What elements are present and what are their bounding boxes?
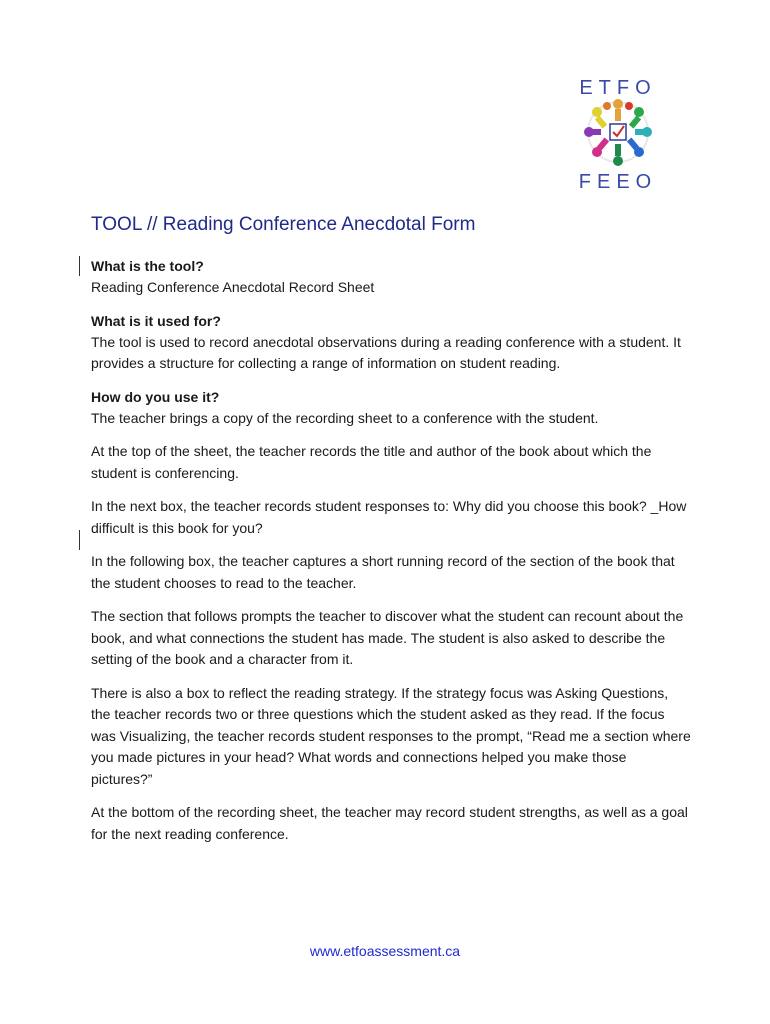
section-how-use xyxy=(91,387,691,430)
logo-top-text: ETFO xyxy=(579,77,657,99)
section-question: How do you use it? xyxy=(91,388,220,405)
body-paragraph: At the bottom of the recording sheet, the teacher may record student strengths, as well as a goal for the next reading conference. xyxy=(91,804,688,842)
change-bar-mark xyxy=(79,530,80,550)
section-question: What is the tool? xyxy=(91,258,204,274)
document-body xyxy=(91,256,691,857)
body-paragraph: In the following box, the teacher captures a short running record of the section of the book that the student chooses to read to the teacher. xyxy=(91,553,675,591)
body-paragraph: The section that follows prompts the teacher to discover what the student can recount about the book, and what connections the student has made. The student is also asked to describe the setting of the book and a character from it. xyxy=(91,608,684,667)
body-paragraph: In the next box, the teacher records student responses to: Why did you choose this book? _How difficult is this book for you? xyxy=(91,498,687,536)
checkbox-icon xyxy=(610,124,626,140)
section-what-used-for xyxy=(91,311,691,375)
etfo-logo-graphic xyxy=(570,66,666,198)
section-question: What is it used for? xyxy=(91,312,221,329)
etfo-logo xyxy=(570,66,666,198)
logo-bottom-text: FEEO xyxy=(578,171,658,193)
section-answer: The tool is used to record anecdotal observations during a reading conference with a student. It provides a structure for collecting a range of information on student reading. xyxy=(91,333,681,371)
change-bar-mark xyxy=(79,256,80,276)
page-title: TOOL // Reading Conference Anecdotal Form xyxy=(91,214,476,235)
footer-website-link[interactable]: www.etfoassessment.ca xyxy=(309,943,461,959)
section-what-is-tool xyxy=(91,256,691,299)
section-answer: Reading Conference Anecdotal Record Sheet xyxy=(91,279,375,295)
body-paragraph: There is also a box to reflect the reading strategy. If the strategy focus was Asking Questions, the teacher records two or three questions which the student asked as they read. If the focus was Visualizing, the teacher records student responses to the prompt, “Read me a section where you made pictures in your head? What words and connections helped you make those pictures?” xyxy=(91,684,691,787)
section-answer: The teacher brings a copy of the recording sheet to a conference with the student. xyxy=(91,409,599,426)
body-paragraph: At the top of the sheet, the teacher records the title and author of the book about which the student is conferencing. xyxy=(91,443,652,481)
